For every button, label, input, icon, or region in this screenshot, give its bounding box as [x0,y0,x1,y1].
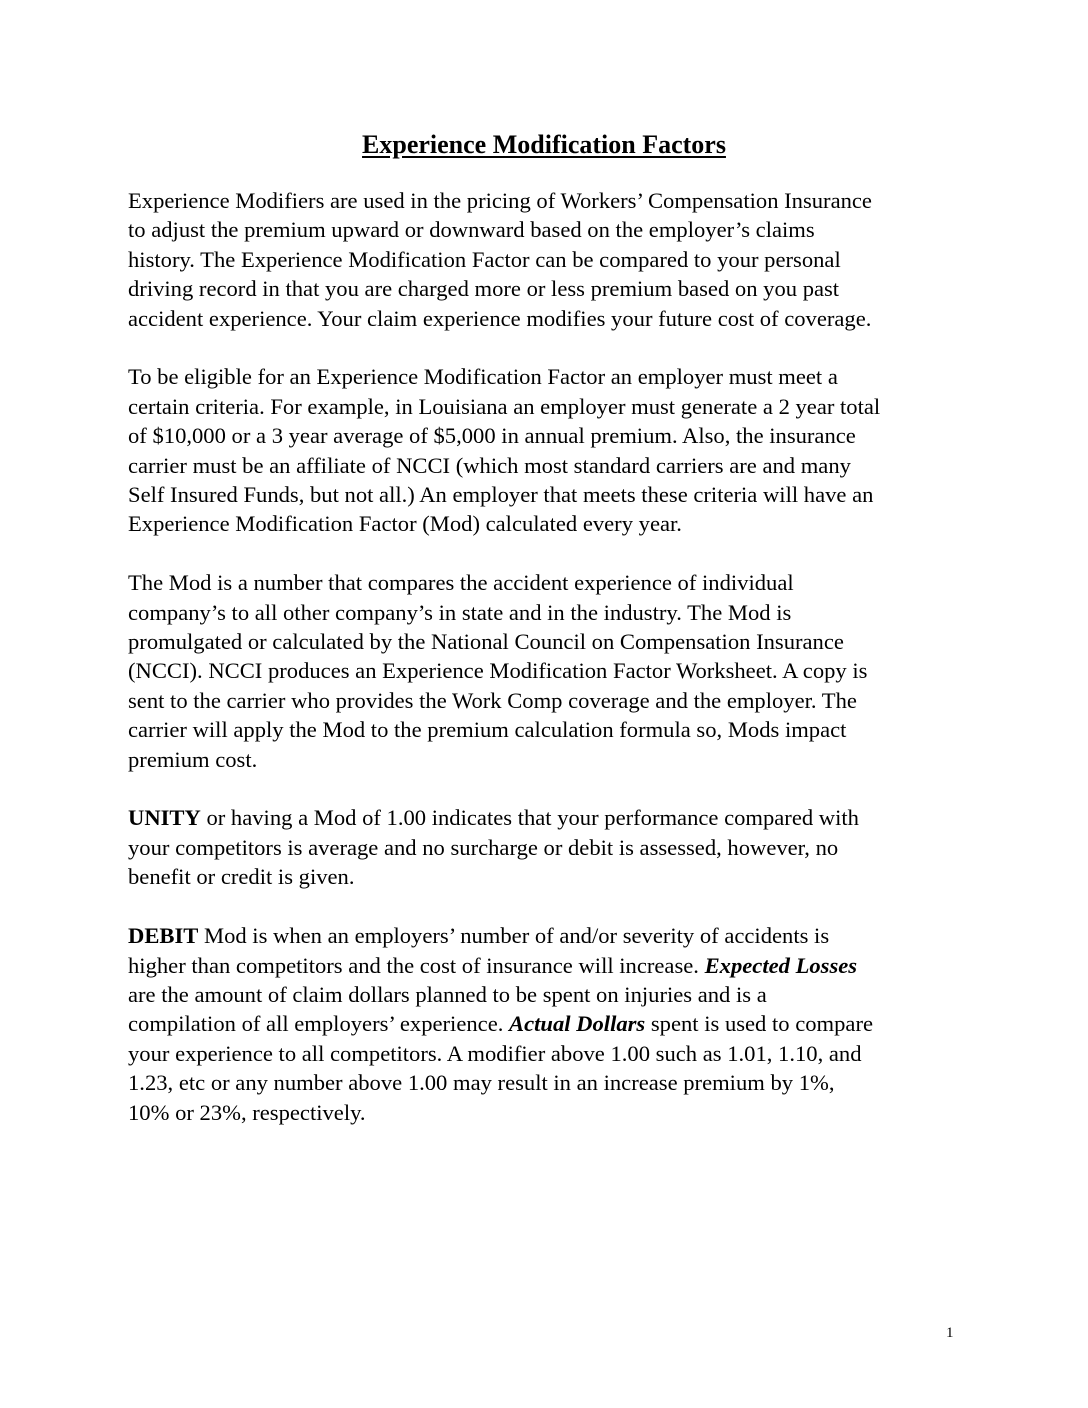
text-line: (NCCI). NCCI produces an Experience Modification Factor Worksheet. A copy is [128,658,868,684]
text-line: carrier must be an affiliate of NCCI (which most standard carriers are and many [128,452,851,478]
actual-dollars-term: Actual Dollars [509,1011,646,1037]
debit-term: DEBIT [128,923,199,949]
text-segment: spent is used to compare [645,1011,874,1037]
text-segment: or having a Mod of 1.00 indicates that your performance compared with [200,805,859,831]
text-line: premium cost. [128,746,258,772]
text-segment: compilation of all employers’ experience. [128,1011,510,1037]
unity-term: UNITY [128,805,201,831]
text-line [128,1009,968,1038]
text-line: The Mod is a number that compares the accident experience of individual [128,570,794,596]
text-line: promulgated or calculated by the National Council on Compensation Insurance [128,629,844,655]
text-line: accident experience. Your claim experience modifies your future cost of coverage. [128,305,872,331]
text-line: benefit or credit is given. [128,864,355,890]
text-line: carrier will apply the Mod to the premium calculation formula so, Mods impact [128,717,847,743]
text-line: Self Insured Funds, but not all.) An employer that meets these criteria will have an [128,482,874,508]
text-line: are the amount of claim dollars planned to be spent on injuries and is a [128,981,767,1007]
text-line: driving record in that you are charged more or less premium based on you past [128,276,840,302]
text-segment: higher than competitors and the cost of insurance will increase. [128,952,705,978]
paragraph-debit [128,921,968,1127]
text-line: company’s to all other company’s in state and in the industry. The Mod is [128,599,792,625]
text-line: of $10,000 or a 3 year average of $5,000 in annual premium. Also, the insurance [128,423,856,449]
text-line: To be eligible for an Experience Modification Factor an employer must meet a [128,364,838,390]
text-line [128,921,968,950]
text-line [128,803,968,832]
text-line: sent to the carrier who provides the Work Comp coverage and the employer. The [128,687,857,713]
page-number: 1 [946,1325,954,1341]
paragraph-mod-definition [128,568,968,774]
text-line: your experience to all competitors. A modifier above 1.00 such as 1.01, 1.10, and [128,1040,862,1066]
document-body [128,186,968,1156]
paragraph-unity [128,803,968,891]
text-line: 10% or 23%, respectively. [128,1099,366,1125]
text-line: Experience Modification Factor (Mod) calculated every year. [128,511,682,537]
text-line: your competitors is average and no surcharge or debit is assessed, however, no [128,834,839,860]
text-line [128,951,968,980]
text-line: to adjust the premium upward or downward based on the employer’s claims [128,217,815,243]
text-line: history. The Experience Modification Factor can be compared to your personal [128,246,841,272]
paragraph-eligibility [128,362,968,538]
text-line: 1.23, etc or any number above 1.00 may result in an increase premium by 1%, [128,1070,835,1096]
page-title: Experience Modification Factors [362,130,726,159]
text-line: Experience Modifiers are used in the pricing of Workers’ Compensation Insurance [128,188,872,213]
expected-losses-term: Expected Losses [704,952,858,978]
paragraph-intro [128,186,968,333]
text-line: certain criteria. For example, in Louisiana an employer must generate a 2 year total [128,393,881,419]
text-segment: Mod is when an employers’ number of and/or severity of accidents is [198,923,830,949]
